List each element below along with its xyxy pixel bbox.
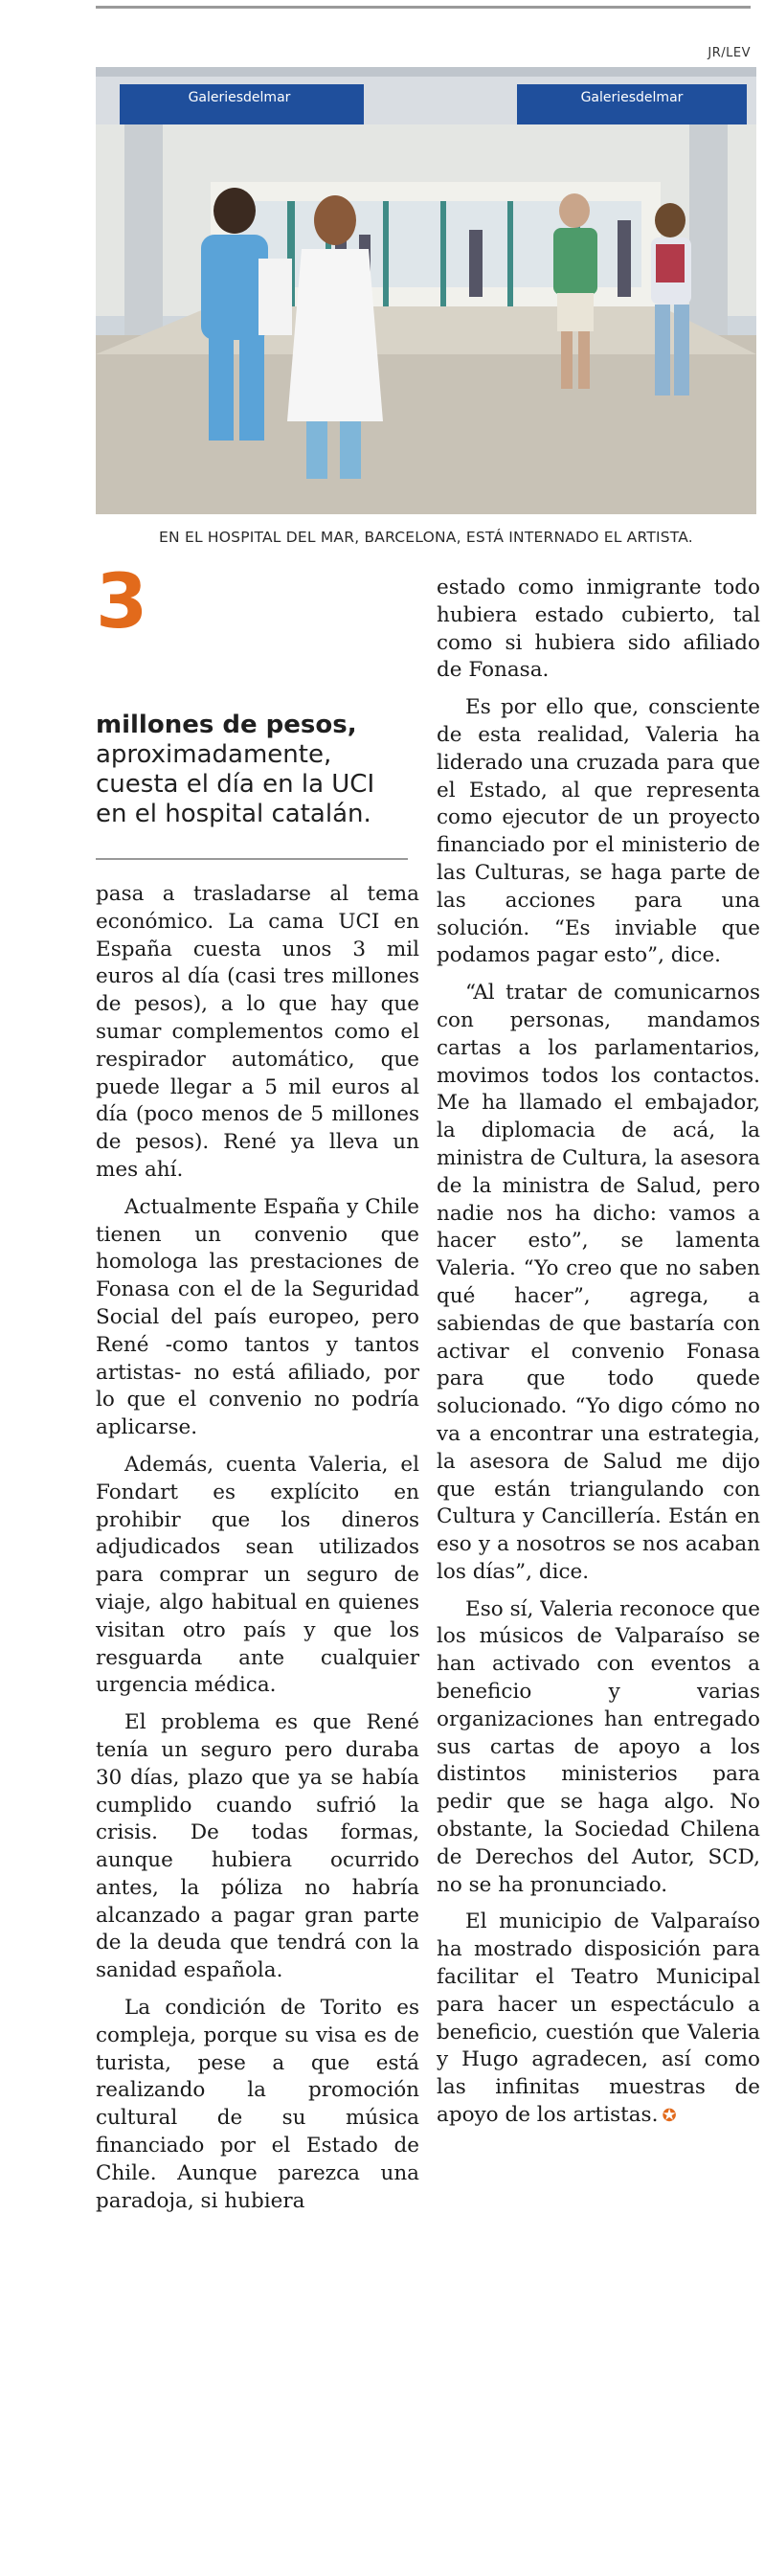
right-column — [437, 575, 760, 2140]
left-paragraph: pasa a trasladarse al tema económico. La cama UCI en España cuesta unos 3 mil euros al día (casi tres millones de pesos), a lo que hay que sumar complementos como el respirador automático, que puede llegar a 5 mil euros al día (poco menos de 5 millones de pesos). René ya lleva un mes ahí. — [96, 882, 419, 1182]
photo-credit: JR/LEV — [708, 46, 751, 60]
sign-right-text: Galeriesdelmar — [580, 90, 684, 105]
right-paragraph-last — [437, 1909, 760, 2130]
left-column — [96, 881, 419, 2225]
left-paragraph: Actualmente España y Chile tienen un convenio que homologa las prestaciones de Fonasa con el de la Seguridad Social del país europeo, pero René -como tantos y tantos artistas- no está afiliado, por lo que el convenio no podría aplicarse. — [96, 1194, 419, 1440]
highlight-text — [96, 711, 412, 829]
end-mark-icon: ✪ — [662, 2106, 677, 2127]
highlight-rest: aproximadamente, cuesta el día en la UCI en el hospital catalán. — [96, 740, 375, 828]
right-paragraph-text: El municipio de Valparaíso ha mostrado disposición para facilitar el Teatro Municipal para hacer un espectáculo a beneficio, cuestión que Valeria y Hugo agradecen, así como las infinitas muestras de apoyo de los artistas. — [437, 1909, 760, 2128]
left-paragraph: La condición de Torito es compleja, porque su visa es de turista, pese a que está realizando la promoción cultural de su música financiado por el Estado de Chile. Aunque parezca una paradoja, si hubiera — [96, 1996, 419, 2213]
highlight-number: 3 — [96, 559, 148, 645]
top-rule — [96, 6, 751, 9]
right-paragraph: Eso sí, Valeria reconoce que los músicos de Valparaíso se han activado con eventos a beneficio y varias organizaciones han entregado sus cartas de apoyo a los distintos ministerios para pedir que se haga algo. No obstante, la Sociedad Chilena de Derechos del Autor, SCD, no se ha pronunciado. — [437, 1596, 760, 1897]
left-paragraph: El problema es que René tenía un seguro pero duraba 30 días, plazo que ya se había cumplido cuando sufrió la crisis. De todas formas, aunque hubiera ocurrido antes, la póliza no habría alcanzado a pagar gran parte de la deuda que tendrá con la sanidad española. — [96, 1710, 419, 1983]
hospital-photo — [96, 67, 756, 514]
sign-left-text: Galeriesdelmar — [188, 90, 291, 105]
right-paragraph: “Al tratar de comunicarnos con personas, mandamos cartas a los parlamentarios, movimos todos los contactos. Me ha llamado el embajador, la diplomacia de acá, la ministra de Cultura, la asesora de la ministra de Salud, pero nadie nos ha dicho: vamos a hacer esto”, se lamenta Valeria. “Yo creo que no saben qué hacer”, agrega, a sabiendas de que bastaría con activar el convenio Fonasa para que todo quede solucionado. “Yo digo cómo no va a encontrar una estrategia, la asesora de Salud me dijo que están triangulando con Cultura y Cancillería. Están en eso y a nosotros se nos acaban los días”, dice. — [437, 981, 760, 1584]
left-paragraph: Además, cuenta Valeria, el Fondart es explícito en prohibir que los dineros adjudicados sean utilizados para comprar un seguro de viaje, algo habitual en quienes visitan otro país y que los resguarda ante cualquier urgencia médica. — [96, 1452, 419, 1698]
photo-caption: EN EL HOSPITAL DEL MAR, BARCELONA, ESTÁ INTERNADO EL ARTISTA. — [159, 529, 693, 546]
right-paragraph: Es por ello que, consciente de esta realidad, Valeria ha liderado una cruzada para que el Estado, al que representa como ejecutor de un proyecto financiado por el ministerio de las Culturas, se haga parte de las acciones para una solución. “Es inviable que podamos pagar esto”, dice. — [437, 695, 760, 968]
highlight-rule — [96, 858, 408, 860]
right-paragraph: estado como inmigrante todo hubiera estado cubierto, tal como si hubiera sido afiliado de Fonasa. — [437, 576, 760, 683]
highlight-bold: millones de pesos, — [96, 711, 357, 739]
